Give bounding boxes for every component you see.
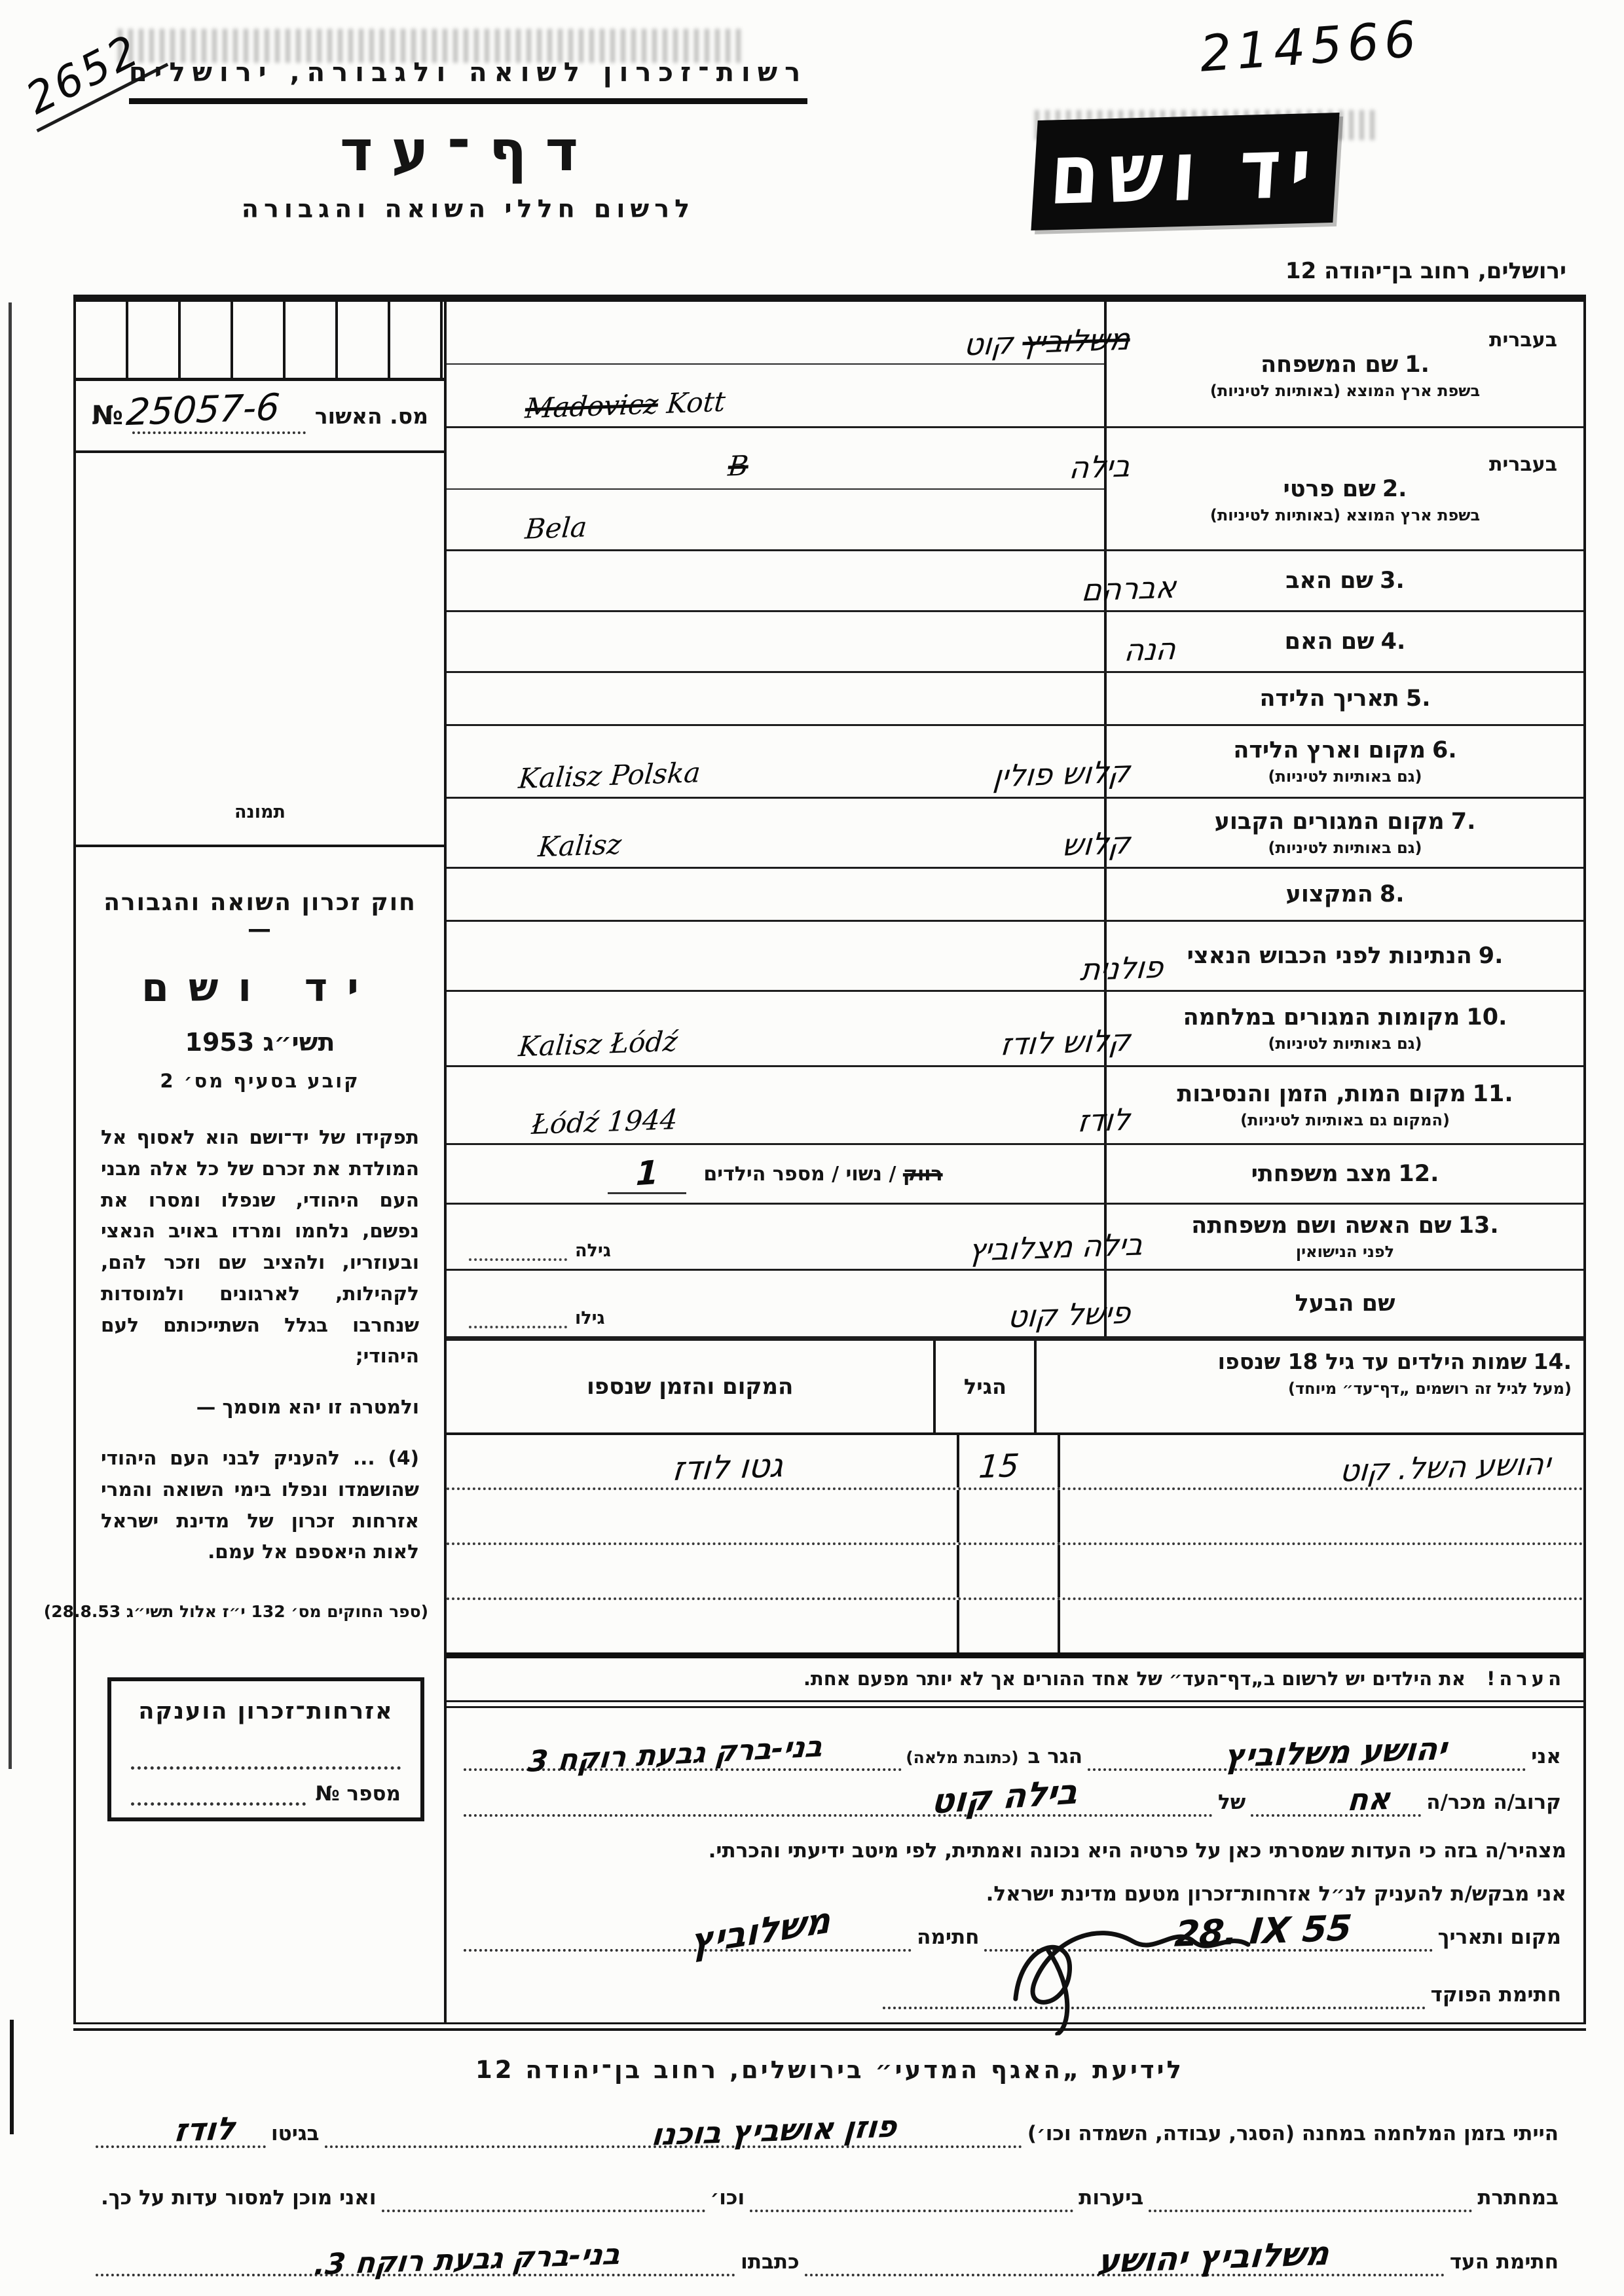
husband-name-entry: פישל קוט [1006, 1294, 1132, 1335]
resides-label: הגר ב [1027, 1745, 1083, 1768]
wartime-residence-latin: Kalisz Łódź [517, 1025, 679, 1063]
law-section-ref: קובע בסעיף מס׳ 2 [160, 1070, 360, 1092]
field-12-name: מצב משפחתי [1251, 1161, 1392, 1187]
yad-vashem-logo-stamp [1031, 113, 1339, 230]
witness-signature-label: חתימת העד [1449, 2250, 1559, 2274]
registrar-signature [984, 1896, 1273, 2040]
field-6-number: 6. [1432, 737, 1457, 763]
field-row-first-name [447, 428, 1583, 551]
death-place-hebrew: לודז [1076, 1101, 1132, 1139]
field-row-marital-status [447, 1145, 1583, 1205]
field-2-name: שם פרטי [1283, 476, 1376, 502]
child-row-1 [447, 1435, 1583, 1490]
place-date-entry: 28. IX 55 [1173, 1907, 1354, 1955]
citizenship-box-title: אזרחות־זכרון הוענקה [138, 1698, 394, 1725]
law-name: יד ושם [141, 965, 378, 1011]
witness-address-line [96, 2237, 735, 2282]
child-3-place-cell [447, 1545, 957, 1597]
page-subtitle: לרשום חללי השואה והגבורה [241, 194, 695, 223]
relation-line [1251, 1780, 1421, 1818]
children-count-line [608, 1154, 686, 1194]
field-row-wife-name [447, 1205, 1583, 1271]
forests-label: ביערות [1079, 2186, 1144, 2210]
underground-line [1149, 2183, 1472, 2212]
registrar-signature-label: חתימת הפוקד [1430, 1983, 1561, 2007]
certificate-number-label: מס. האשור [314, 403, 428, 429]
field-7-name: מקום המגורים הקבוע [1214, 809, 1445, 835]
child-row-4 [447, 1600, 1583, 1652]
signature-label: חתימה [917, 1925, 980, 1949]
citizenship-number-label: מספר № [315, 1782, 401, 1806]
scientific-branch-heading: לידיעת „האגף המדעי״ בירושלים, רחוב בן־יהודה 12 [475, 2056, 1184, 2084]
declarant-address-line [464, 1730, 902, 1779]
field-11-name: מקום המות, הזמן והנסיבות [1177, 1081, 1466, 1107]
citizenship-entry: פולנית [1079, 949, 1165, 988]
column-place-header: המקום והזמן שנספו [587, 1374, 794, 1400]
field-row-husband-name [447, 1271, 1583, 1341]
left-column [43, 302, 447, 2022]
signature-line [464, 1899, 912, 1963]
field-6-sub-label: (גם באותיות לטיניות) [1268, 767, 1422, 786]
field-row-birth-date [447, 673, 1583, 726]
page-header [0, 0, 1624, 295]
field-row-wartime-residence [447, 992, 1583, 1067]
husband-age-line [469, 1306, 567, 1328]
field-row-death-place [447, 1067, 1583, 1145]
field-2-label [1104, 428, 1583, 549]
child-row-2 [447, 1490, 1583, 1545]
subject-name-entry: בילה קוט [929, 1772, 1080, 1823]
form-frame [43, 295, 1586, 2024]
field-2-number: 2. [1382, 476, 1407, 502]
truth-statement: מצהיר/ה בזה כי העדות שמסרתי כאן על פרטיה היא נכונה ואמתית, לפי מיטב ידיעתי והכרתי. [708, 1839, 1566, 1863]
witness-signature-line [805, 2234, 1445, 2281]
declarant-label: אני [1531, 1745, 1561, 1768]
law-excerpt [43, 847, 444, 1634]
children-count-value: 1 [635, 1153, 659, 1193]
field-1-label [1104, 302, 1583, 426]
wartime-residence-hebrew: קלוש לודז [999, 1022, 1132, 1063]
child-4-age-cell [957, 1600, 1058, 1652]
registrar-signature-line [883, 1980, 1426, 2009]
field-14-sub-label: (מעל לגיל זה רושמים „דף־עד״ מיוחד) [1288, 1379, 1572, 1398]
witness-address-entry: בני-ברק גבעת רוקח 3. [312, 2237, 622, 2282]
children-note [447, 1658, 1583, 1700]
field-5-name: תאריך הלידה [1259, 685, 1399, 712]
family-name-hebrew-entry [963, 321, 1132, 362]
handwritten-corner-number: 2652 [12, 16, 169, 132]
field-14-name: שמות הילדים עד גיל 18 שנספו [1217, 1349, 1527, 1374]
husband-label: שם הבעל [1295, 1290, 1395, 1317]
law-paragraph-2: ‎...‎ (4) להעניק לבני העם היהודי שהושמדו ונפלו בימי השואה והמרי אזרחות זכרון של מדינת ישראל לאות היאספם אל עמם. [101, 1447, 419, 1563]
field-12-number: 12. [1398, 1161, 1439, 1187]
authority-name: רשות־זכרון לשואה ולגבורה, ירושלים [129, 58, 807, 104]
field-10-name: מקומות המגורים במלחמה [1183, 1004, 1460, 1030]
citizenship-number-line [131, 1776, 306, 1806]
note-text: את הילדים יש לרשום ב„דף־העד״ של אחד ההורים אך לא יותר מפעם אחת. [803, 1667, 1466, 1690]
underground-label: במחתרת [1477, 2186, 1559, 2210]
forests-line [750, 2183, 1073, 2212]
field-2-sub-label: בשפת ארץ המוצא (באותיות לטיניות) [1209, 506, 1481, 524]
field-2-pre-label: בעברית [1489, 453, 1557, 476]
child-1-name: יהושע השל. קוט [1338, 1446, 1553, 1489]
law-title: חוק זכרון השואה והגבורה — [103, 889, 416, 943]
citizenship-request: אני מבקש/ת להעניק לנ״ל אזרחות־זכרון מטעם מדינת ישראל. [986, 1882, 1566, 1906]
address-hint-label: (כתובת מלאה) [906, 1748, 1019, 1767]
death-place-latin: Łódź 1944 [530, 1103, 679, 1140]
child-row-3 [447, 1545, 1583, 1600]
page-title: דף־עד [339, 118, 597, 184]
field-6-name: מקום וארץ הלידה [1233, 737, 1426, 763]
option-single-struck: רווק [902, 1162, 943, 1186]
certificate-number-value: 25057-6 [124, 386, 282, 435]
field-7-sub-label: (גם באותיות לטיניות) [1268, 839, 1422, 857]
field-3-number: 3. [1380, 568, 1405, 594]
etc-line [382, 2183, 705, 2212]
wife-age-line [469, 1239, 567, 1261]
law-year: תשי״ג 1953 [185, 1028, 335, 1057]
field-14-number: 14. [1533, 1349, 1572, 1374]
first-name-hebrew: בילה [1067, 447, 1132, 486]
husband-age-slot [469, 1306, 605, 1328]
certificate-number-line [124, 386, 306, 435]
law-paragraph-1b: ולמטרה זו יהא מוסמך — [196, 1396, 419, 1419]
field-4-number: 4. [1380, 629, 1406, 655]
field-1-name: שם המשפחה [1261, 351, 1399, 378]
logo-text: יד ושם [1047, 119, 1323, 224]
options-rest: / נשוי / מספר הילדים [703, 1162, 896, 1186]
child-4-name-cell [1058, 1600, 1583, 1652]
field-row-father-name [447, 551, 1583, 612]
birth-place-hebrew: קלוש פולין [991, 754, 1132, 794]
relation-label: קרוב/ה מכר/ה [1426, 1791, 1561, 1814]
wife-name-entry: בילה מצלוביץ [967, 1226, 1145, 1268]
form-fields [447, 302, 1583, 2022]
field-row-citizenship [447, 922, 1583, 992]
declarant-address-entry: בני-ברק גבעת רוקח 3 [526, 1730, 824, 1779]
children-table-header [447, 1341, 1583, 1435]
field-row-family-name [447, 302, 1583, 428]
numero-sign: № [92, 401, 124, 431]
field-11-number: 11. [1472, 1081, 1513, 1107]
field-9-number: 9. [1478, 943, 1504, 969]
field-9-name: הנתינות לפני הכבוש הנאצי [1187, 943, 1472, 969]
field-10-sub-label: (גם באותיות לטיניות) [1268, 1034, 1422, 1053]
field-4-name: שם האם [1284, 629, 1375, 655]
field-row-mother-name [447, 612, 1583, 673]
citizenship-box-line [131, 1724, 401, 1770]
family-name-hebrew-struck: משלוביץ [1021, 321, 1132, 361]
family-name-hebrew: קוט [962, 325, 1015, 363]
ghetto-entry: לודז [172, 2110, 237, 2149]
declarant-name-entry: יהושע משלוביץ [1223, 1730, 1449, 1776]
first-name-latin-struck [727, 449, 750, 482]
witness-signature: משלוביץ [690, 1899, 831, 1963]
field-1-sub-label: בשפת ארץ המוצא (באותיות לטיניות) [1209, 381, 1481, 400]
field-13-sub-label: לפני הנישואין [1295, 1243, 1395, 1261]
law-paragraph-1: תפקידו של יד־ושם הוא לאסוף אל המולדת את זכרם של כל אלה מבני העם היהודי, שנפלו ומסרו את נפשם, נלחמו ומרדו באויב הנאצי ובעוזריו, ולהציב שם וזכר להם, לקהילות, לארגונים ולמוסדות שנחרבו בגלל השתייכותם לעם היהודי; [101, 1126, 419, 1368]
place-date-label: מקום ותאריך [1437, 1925, 1561, 1949]
memorial-citizenship-box [107, 1677, 424, 1821]
field-13-number: 13. [1458, 1212, 1499, 1239]
camps-entry: פוזן אושביץ בוכנו [650, 2108, 898, 2153]
ghetto-label: בגיטו [271, 2122, 320, 2145]
child-1-place: גטו לודז [671, 1446, 785, 1489]
photo-box [76, 453, 444, 847]
first-name-latin: Bela [523, 511, 589, 545]
certificate-number-box [76, 381, 444, 453]
perforation-strip [76, 302, 444, 381]
child-2-age-cell [957, 1490, 1058, 1542]
field-row-profession [447, 869, 1583, 922]
field-8-name: המקצוע [1285, 881, 1373, 907]
child-3-name-cell [1058, 1545, 1583, 1597]
note-label: הערה! [1486, 1667, 1565, 1690]
ghetto-line [96, 2110, 266, 2149]
column-age-header: הגיל [933, 1341, 1034, 1432]
field-11-sub-label: (המקום גם באותיות לטיניות) [1240, 1111, 1450, 1129]
field-1-pre-label: בעברית [1489, 328, 1557, 352]
struck-letter: B [726, 448, 750, 483]
subject-name-line [464, 1772, 1213, 1823]
witness-signature-entry: משלוביץ יהושע [1096, 2234, 1331, 2281]
wife-age-label: גילה [575, 1241, 611, 1261]
field-5-number: 5. [1405, 685, 1431, 712]
etc-label: וכו׳ [710, 2186, 745, 2210]
witness-address-label: כתבתו [741, 2250, 800, 2274]
child-3-age-cell [957, 1545, 1058, 1597]
family-name-latin-entry [524, 386, 727, 425]
scientific-branch-section [73, 2031, 1586, 2283]
camps-line [325, 2108, 1022, 2153]
section-divider [447, 1700, 1583, 1708]
declarant-name-line [1088, 1730, 1526, 1776]
camps-label: הייתי בזמן המלחמה במחנה (הסגר, עבודה, השמדה וכו׳) [1027, 2122, 1559, 2145]
field-row-birth-place [447, 726, 1583, 799]
husband-age-label: גילו [575, 1308, 605, 1328]
residence-hebrew: קלוש [1060, 825, 1132, 863]
child-1-age: 15 [978, 1447, 1021, 1486]
testify-statement: ואני מוכן למסור עדות על כך. [101, 2186, 377, 2210]
children-table [447, 1341, 1583, 1658]
wife-age-slot [469, 1239, 611, 1261]
mother-name-entry: הנה [1123, 630, 1178, 668]
family-name-latin-struck: Madovicz [523, 388, 660, 425]
child-4-place-cell [447, 1600, 957, 1652]
field-3-name: שם האב [1285, 568, 1374, 594]
photo-label: תמונה [234, 802, 286, 822]
marital-status-options [447, 1154, 1104, 1194]
field-7-number: 7. [1450, 809, 1476, 835]
child-2-place-cell [447, 1490, 957, 1542]
law-source-ref: (ספר החוקים מס׳ 132 י״ז אלול תשי״ג 28.8.53) [43, 1602, 428, 1622]
birth-place-latin: Kalisz Polska [517, 756, 702, 795]
of-label: של [1218, 1791, 1246, 1814]
father-name-entry: אברהם [1080, 569, 1178, 608]
logo-address: ירושלים, רחוב בן־יהודה 12 [1285, 258, 1566, 284]
child-2-name-cell [1058, 1490, 1583, 1542]
field-8-number: 8. [1379, 881, 1405, 907]
scan-edge-artifact [9, 302, 12, 1769]
scan-edge-artifact [10, 2020, 14, 2134]
field-row-residence [447, 799, 1583, 869]
handwritten-file-number: 214566 [1198, 9, 1423, 83]
relation-entry: אח [1346, 1780, 1392, 1818]
field-13-name: שם האשה ושם משפחתה [1191, 1212, 1452, 1239]
declaration-section [447, 1708, 1583, 2022]
residence-latin: Kalisz [536, 828, 623, 864]
field-10-number: 10. [1466, 1004, 1507, 1030]
family-name-latin: Kott [665, 385, 727, 420]
field-1-number: 1. [1405, 351, 1430, 378]
